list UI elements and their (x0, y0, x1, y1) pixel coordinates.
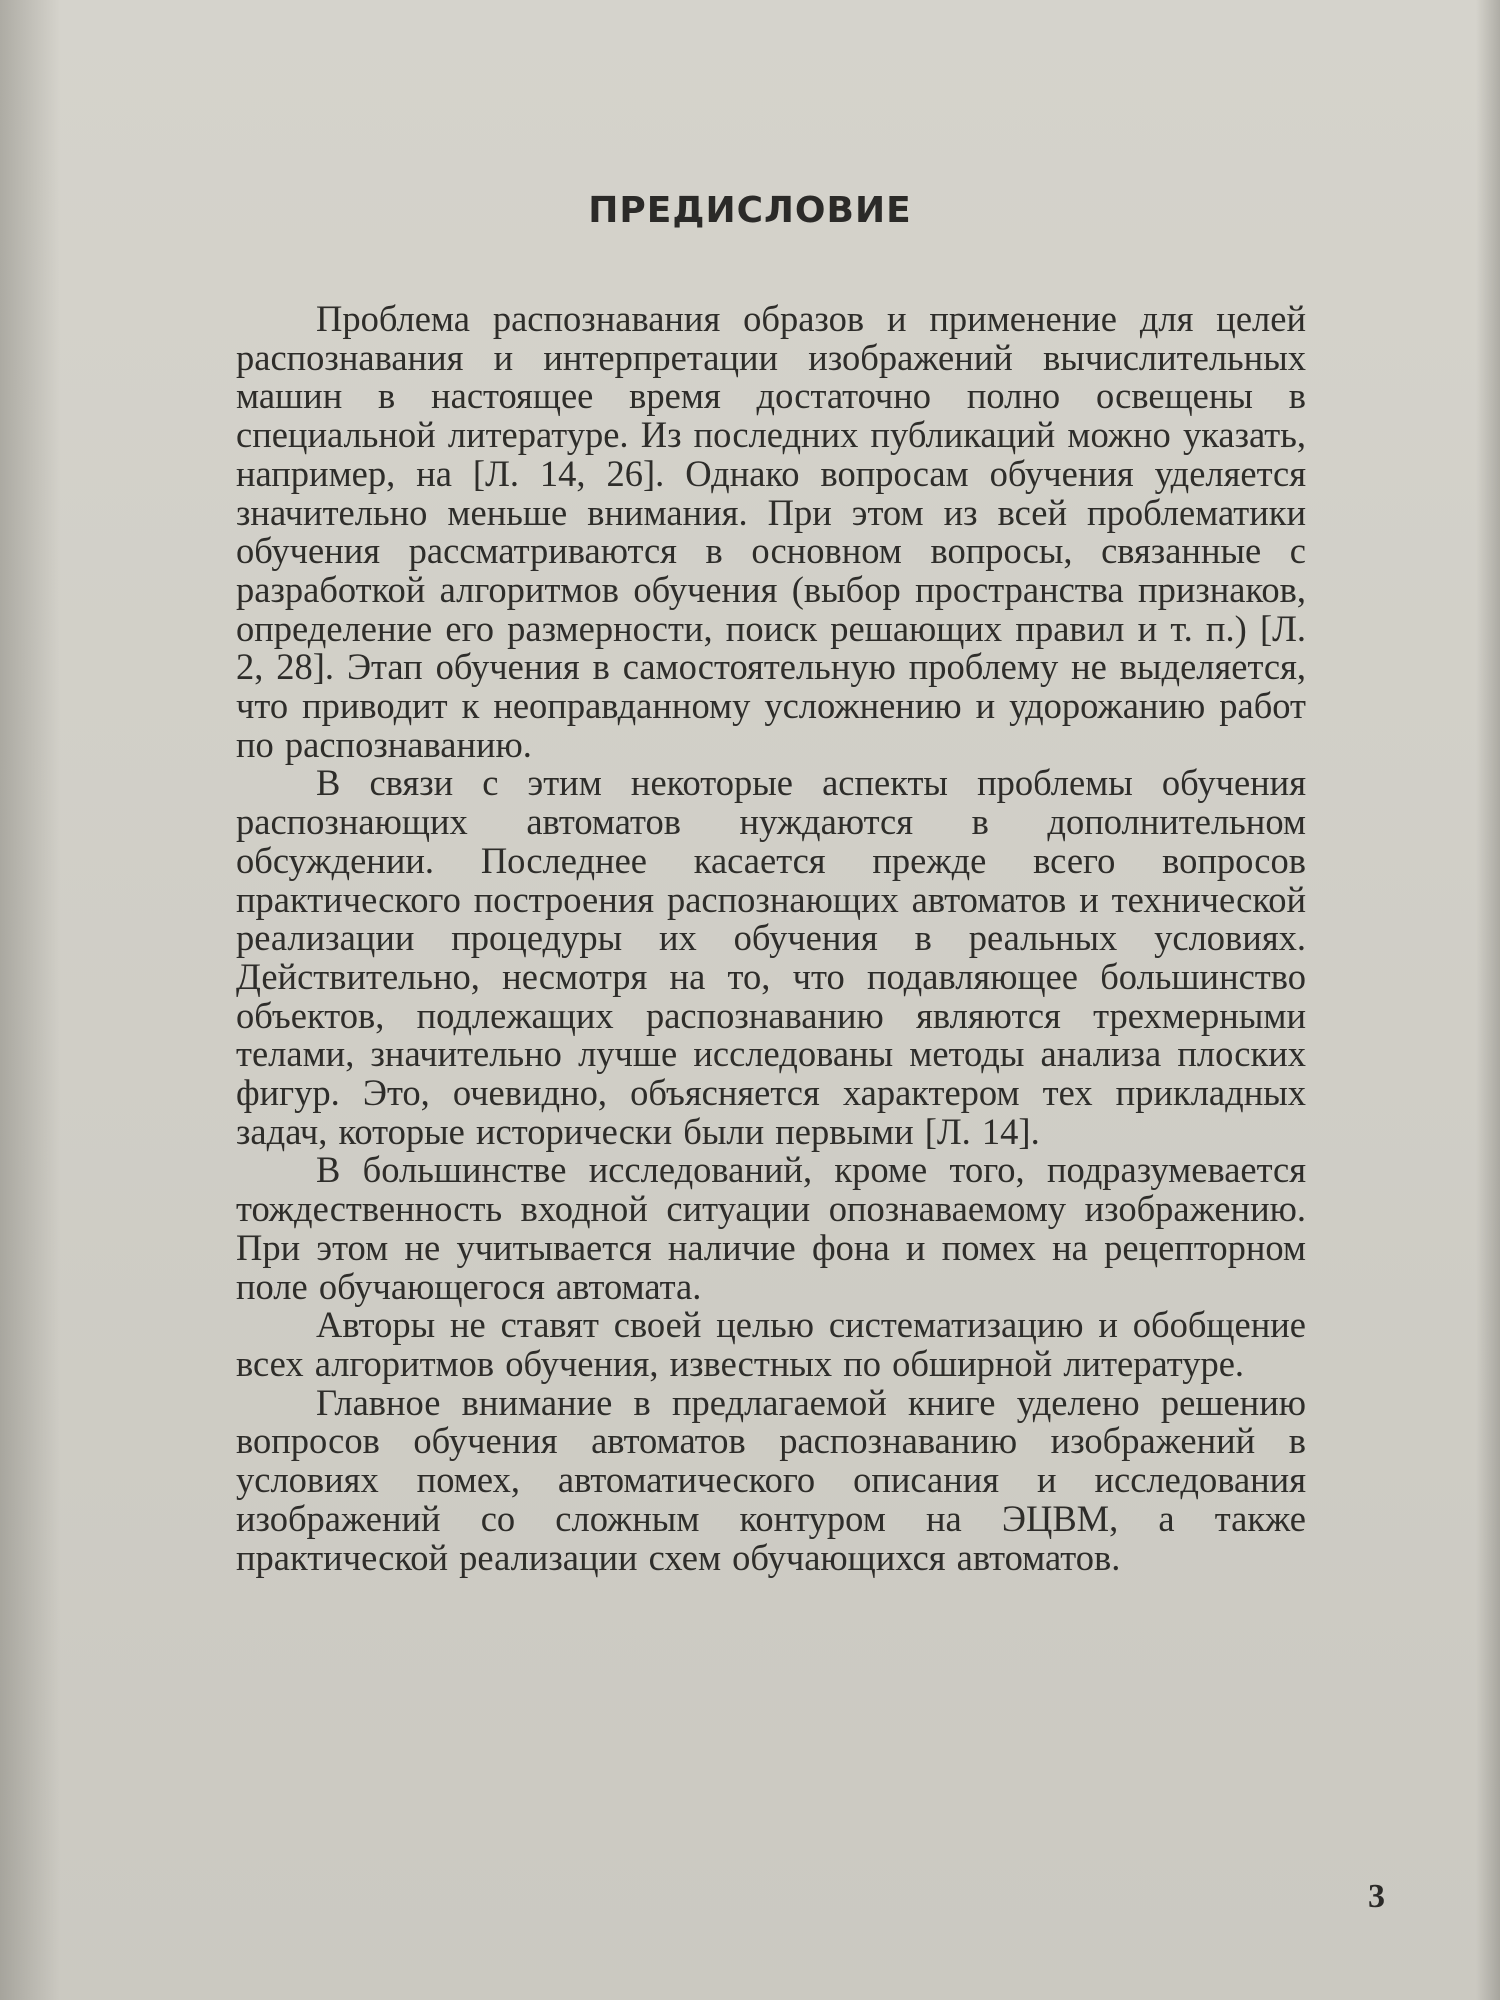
paragraph-5: Главное внимание в предлагаемой книге уделено решению вопросов обучения автоматов распознаванию изображений в условиях помех, автоматического описания и исследования изображений со сложным контуром на ЭЦВМ, а также практической реализации схем обучающихся автоматов. (236, 1381, 1306, 1578)
paragraph-1: Проблема распознавания образов и применение для целей распознавания и интерпретации изображений вычислительных машин в настоящее время достаточно полно освещены в специальной литературе. Из последних публикаций можно указать, например, на [Л. 14, 26]. Однако вопросам обучения уделяется значительно меньше внимания. При этом из всей проблематики обучения рассматриваются в основном вопросы, связанные с разработкой алгоритмов обучения (выбор пространства признаков, определение его размерности, поиск решающих правил и т. п.) [Л. 2, 28]. Этап обучения в самостоятельную проблему не выделяется, что приводит к неоправданному усложнению и удорожанию работ по распознаванию. (236, 298, 1306, 765)
paragraph-2: В связи с этим некоторые аспекты проблемы обучения распознающих автоматов нуждаются в дополнительном обсуждении. Последнее касается прежде всего вопросов практического построения распознающих автоматов и технической реализации процедуры их обучения в реальных условиях. Действительно, несмотря на то, что подавляющее большинство объектов, подлежащих распознаванию являются трехмерными телами, значительно лучше исследованы методы анализа плоских фигур. Это, очевидно, объясняется характером тех прикладных задач, которые исторически были первыми [Л. 14]. (236, 762, 1306, 1152)
page-number: 3 (1368, 1878, 1385, 1915)
page-title: ПРЕДИСЛОВИЕ (588, 190, 912, 231)
body-text (236, 300, 1306, 1577)
paragraph-3: В большинстве исследований, кроме того, подразумевается тождественность входной ситуации опознаваемому изображению. При этом не учитывается наличие фона и помех на рецепторном поле обучающегося автомата. (236, 1149, 1306, 1307)
paragraph-4: Авторы не ставят своей целью систематизацию и обобщение всех алгоритмов обучения, известных по обширной литературе. (236, 1304, 1306, 1384)
